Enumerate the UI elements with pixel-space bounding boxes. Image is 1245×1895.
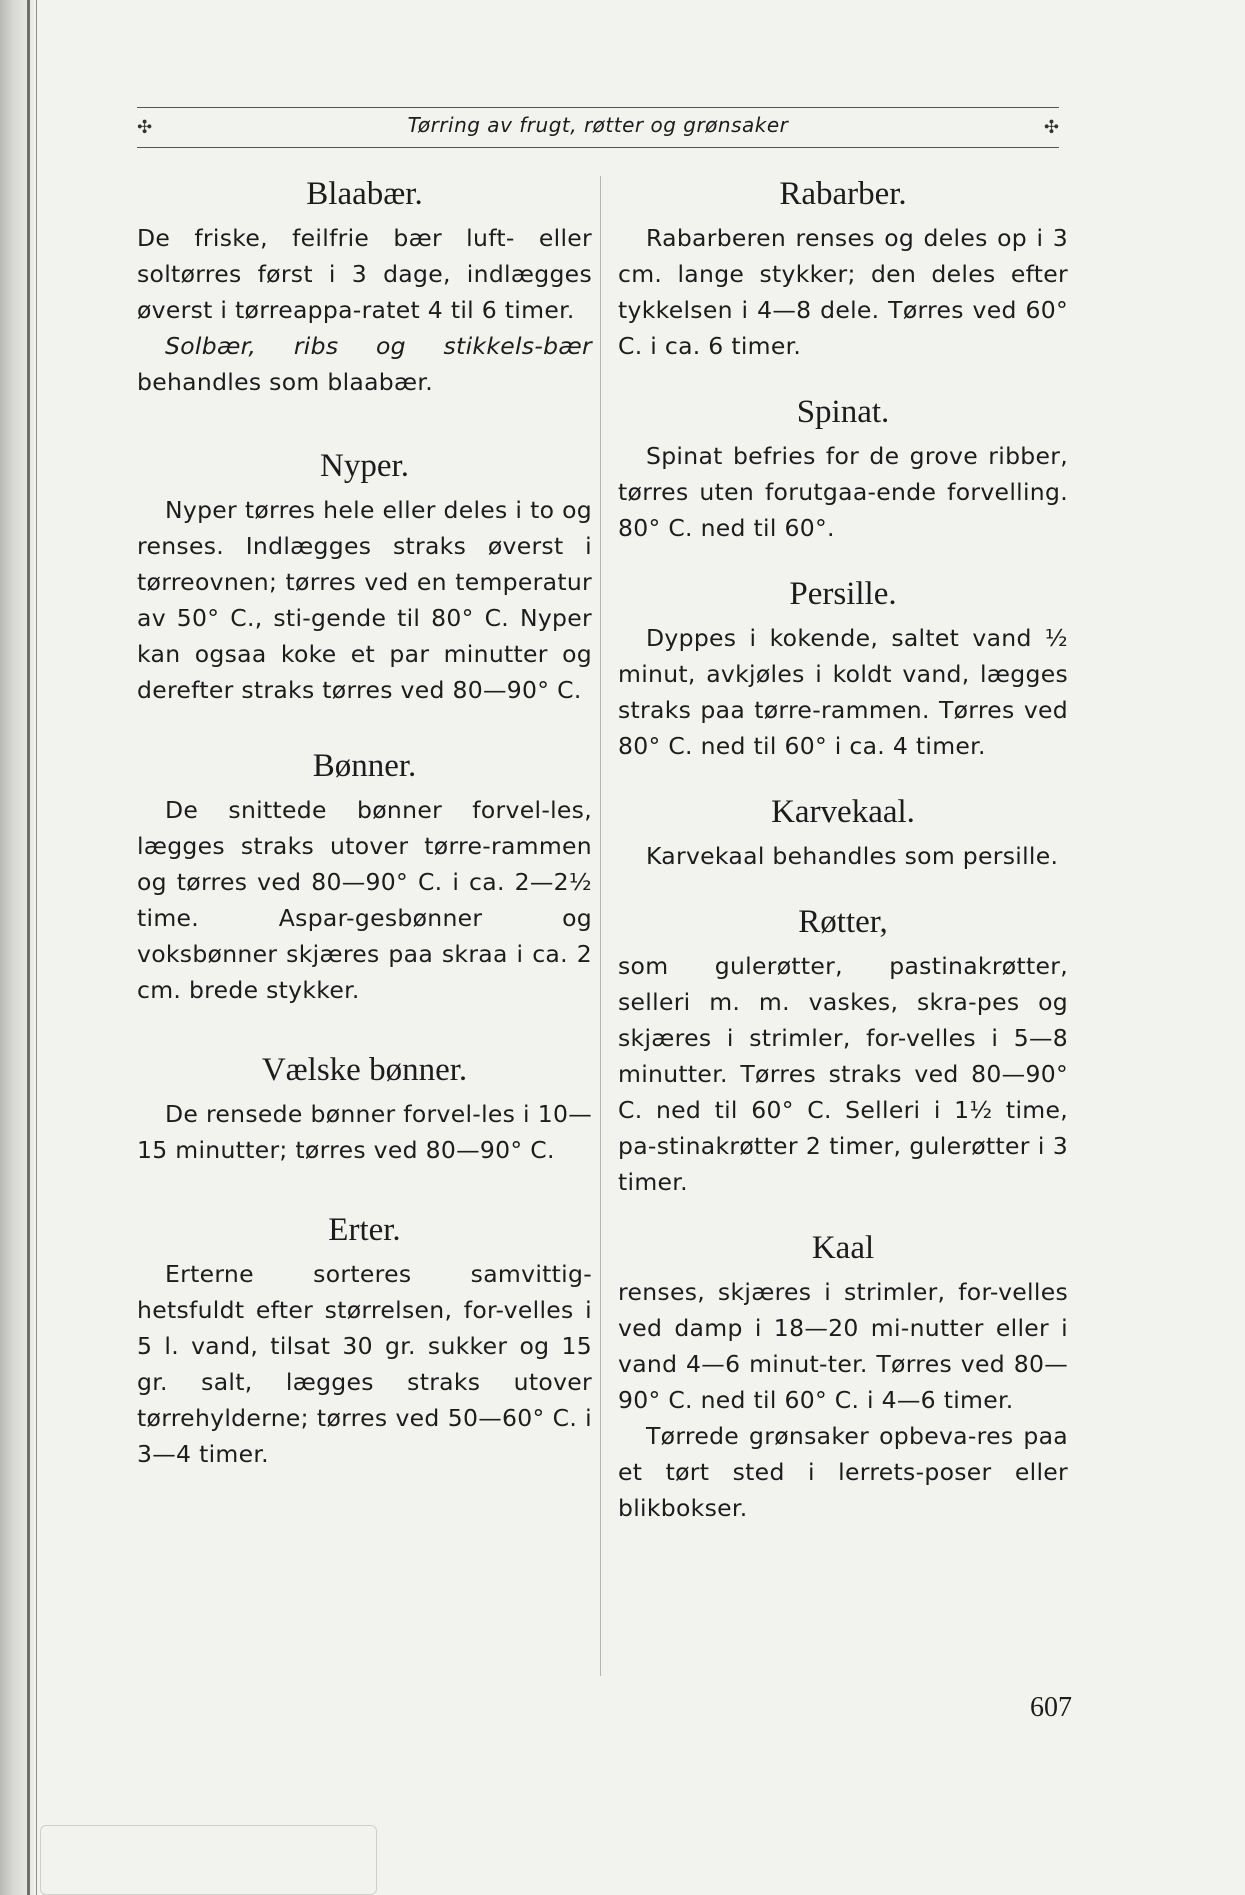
section-body: Nyper tørres hele eller deles i to og renses. Indlægges straks øverst i tørreovnen; tørres ved en temperatur av 50° C., sti-gende til 80° C. Nyper kan ogsaa koke et par minutter og derefter straks tørres ved 80—90° C. <box>137 496 592 704</box>
section-heading: Nyper. <box>320 448 409 484</box>
section-erter <box>137 1208 592 1472</box>
section-heading: Persille. <box>789 576 897 612</box>
section-rotter <box>618 900 1068 1200</box>
spine-edge-line <box>27 0 30 1895</box>
section-bonner <box>137 744 592 1008</box>
section-body: De rensede bønner forvel-les i 10—15 minutter; tørres ved 80—90° C. <box>137 1100 592 1164</box>
section-body: De snittede bønner forvel-les, lægges straks utover tørre-rammen og tørres ved 80—90° C. i ca. 2—2½ time. Aspar-gesbønner og voksbønner skjæres paa skraa i ca. 2 cm. brede stykker. <box>137 796 592 1004</box>
header-rule-top <box>137 107 1059 108</box>
section-karvekaal <box>618 790 1068 874</box>
header-rule-bottom <box>137 147 1059 148</box>
body-text: behandles som blaabær. <box>137 368 433 396</box>
section-body: som gulerøtter, pastinakrøtter, selleri m. m. vaskes, skra-pes og skjæres i strimler, for-velles i 5—8 minutter. Tørres straks ved 80—90° C. ned til 60° C. Selleri i 1½ time, pa-stinakrøtter 2 timer, gulerøtter i 3 timer. <box>618 952 1068 1196</box>
section-persille <box>618 572 1068 764</box>
section-heading: Spinat. <box>796 394 890 430</box>
spine-edge-line-inner <box>36 0 37 1895</box>
section-body: Spinat befries for de grove ribber, tørres uten forutgaa-ende forvelling. 80° C. ned til 60°. <box>618 442 1068 542</box>
section-body: Tørrede grønsaker opbeva-res paa et tørt sted i lerrets-poser eller blikbokser. <box>618 1422 1068 1522</box>
running-header <box>137 107 1059 149</box>
section-body: Karvekaal behandles som persille. <box>646 842 1059 870</box>
page-corner-mark <box>40 1825 377 1895</box>
italic-term: Solbær, ribs og stikkels-bær <box>165 332 592 360</box>
section-heading: Erter. <box>328 1212 401 1248</box>
section-heading: Blaabær. <box>306 176 423 212</box>
section-body: Erterne sorteres samvittig-hetsfuldt efter størrelsen, for-velles i 5 l. vand, tilsat 30 gr. sukker og 15 gr. salt, lægges straks utover tørrehylderne; tørres ved 50—60° C. i 3—4 timer. <box>137 1260 592 1468</box>
section-body: renses, skjæres i strimler, for-velles ved damp i 18—20 mi-nutter eller i vand 4—6 minut-ter. Tørres ved 80—90° C. ned til 60° C. i 4—6 timer. <box>618 1278 1068 1414</box>
section-nyper <box>137 444 592 708</box>
section-heading: Røtter, <box>798 904 888 940</box>
section-body: Dyppes i kokende, saltet vand ½ minut, avkjøles i koldt vand, lægges straks paa tørre-rammen. Tørres ved 80° C. ned til 60° i ca. 4 timer. <box>618 624 1068 760</box>
section-vaelske-bonner <box>137 1048 592 1168</box>
left-ornament-icon: ✣ <box>137 117 153 138</box>
section-body: De friske, feilfrie bær luft- eller soltørres først i 3 dage, indlægges øverst i tørreappa-ratet 4 til 6 timer. <box>137 224 592 324</box>
section-heading: Rabarber. <box>779 176 907 212</box>
section-kaal <box>618 1226 1068 1526</box>
section-body <box>137 328 592 400</box>
section-spinat <box>618 390 1068 546</box>
section-body: Rabarberen renses og deles op i 3 cm. lange stykker; den deles efter tykkelsen i 4—8 dele. Tørres ved 60° C. i ca. 6 timer. <box>618 224 1068 360</box>
section-heading: Vælske bønner. <box>261 1052 468 1088</box>
section-rabarber <box>618 172 1068 364</box>
section-heading: Karvekaal. <box>771 794 915 830</box>
running-title: Tørring av frugt, røtter og grønsaker <box>407 113 789 137</box>
left-column <box>137 172 592 1472</box>
section-heading: Kaal <box>811 1230 875 1266</box>
right-ornament-icon: ✣ <box>1043 117 1059 138</box>
page-number: 607 <box>1030 1692 1072 1723</box>
section-blaabaer <box>137 172 592 400</box>
section-heading: Bønner. <box>312 748 417 784</box>
right-column <box>618 172 1068 1526</box>
column-divider <box>600 176 601 1676</box>
